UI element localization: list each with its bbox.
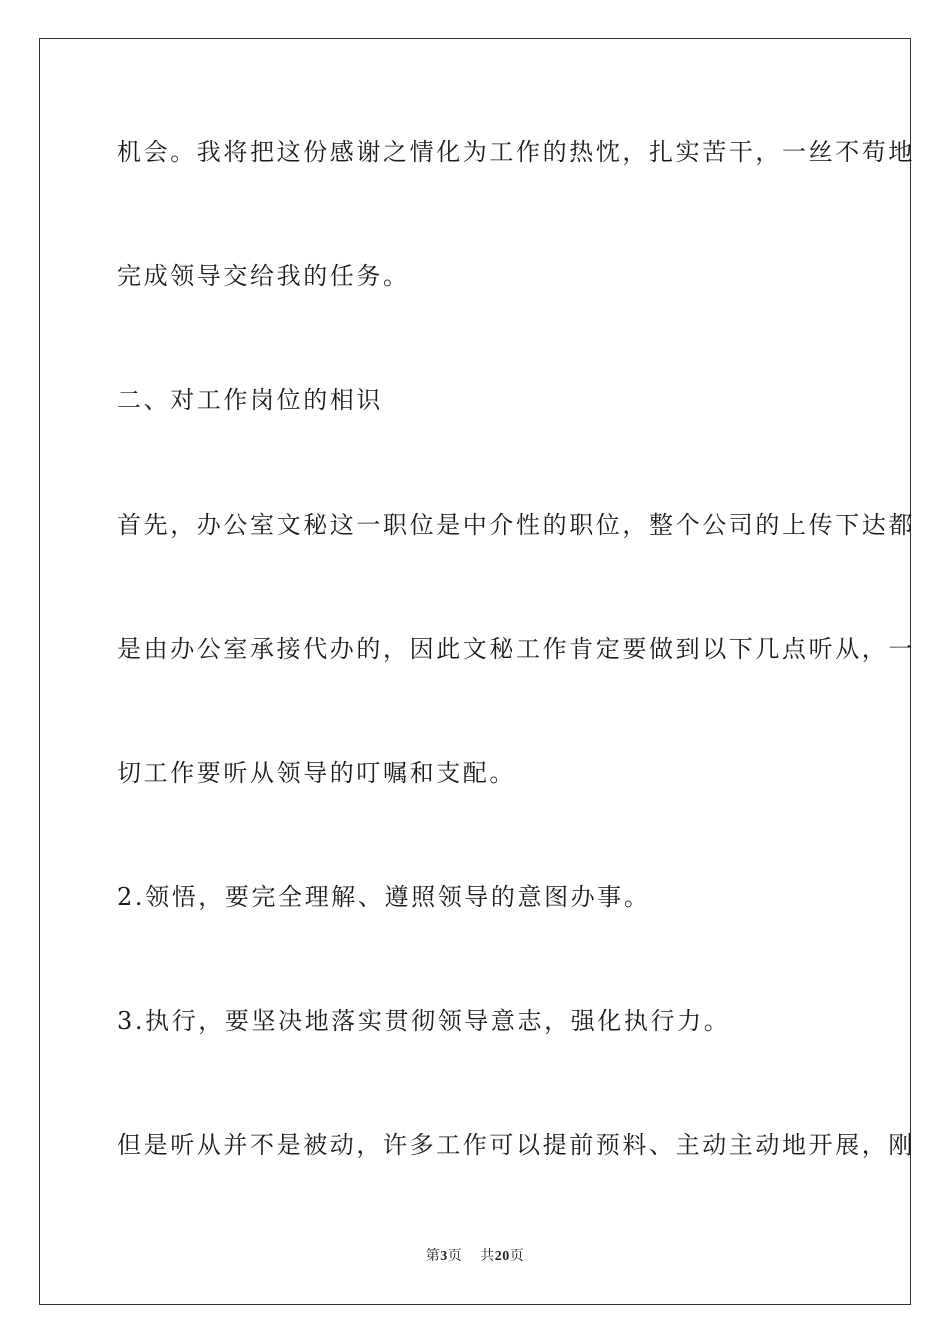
paragraph-line-4: 是由办公室承接代办的，因此文秘工作肯定要做到以下几点听从，一 xyxy=(117,635,915,663)
page-footer xyxy=(0,1247,950,1266)
paragraph-line-1: 机会。我将把这份感谢之情化为工作的热忱，扎实苦干，一丝不苟地 xyxy=(117,138,915,166)
page-suffix: 页 xyxy=(447,1248,463,1264)
paragraph-line-6: 但是听从并不是被动，许多工作可以提前预料、主动主动地开展，刚 xyxy=(117,1131,915,1159)
page-border xyxy=(39,38,915,1305)
paragraph-line-2: 完成领导交给我的任务。 xyxy=(117,262,410,290)
page-prefix: 第 xyxy=(425,1248,441,1264)
paragraph-line-3: 首先，办公室文秘这一职位是中介性的职位，整个公司的上传下达都 xyxy=(117,511,915,539)
paragraph-line-5: 切工作要听从领导的叮嘱和支配。 xyxy=(117,759,516,787)
page-number: 3 xyxy=(440,1249,448,1264)
list-item-2: 2.领悟，要完全理解、遵照领导的意图办事。 xyxy=(117,883,651,911)
section-heading: 二、对工作岗位的相识 xyxy=(117,386,383,414)
total-pages: 20 xyxy=(494,1249,510,1264)
total-prefix: 共 xyxy=(480,1248,495,1264)
list-item-3: 3.执行，要坚决地落实贯彻领导意志，强化执行力。 xyxy=(117,1007,731,1035)
total-suffix: 页 xyxy=(509,1248,525,1264)
